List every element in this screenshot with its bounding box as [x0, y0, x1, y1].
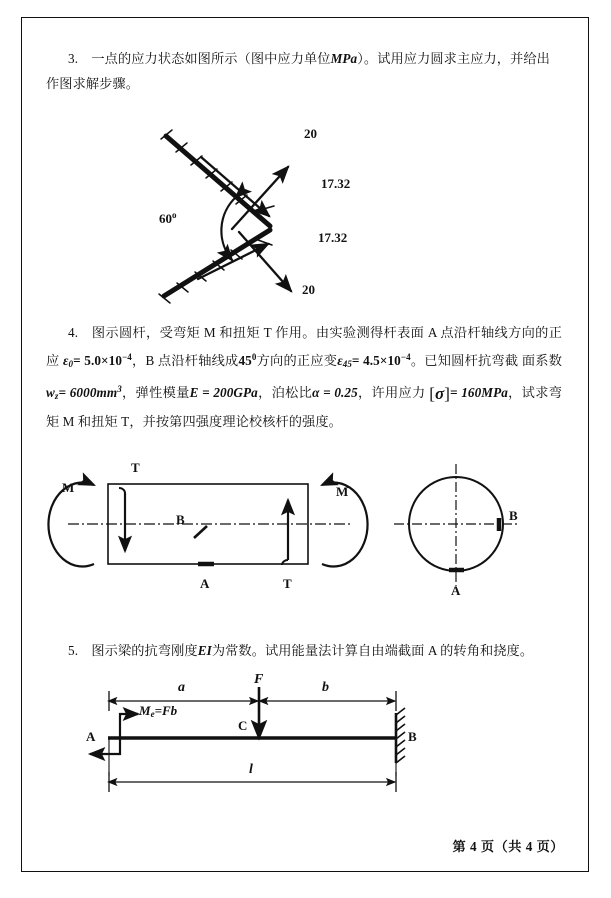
problem-3-unit-mpa: MPa — [330, 51, 358, 66]
wz-exp: 3 — [117, 384, 122, 394]
problem-3-line2: 作图求解步骤。 — [46, 76, 140, 91]
beam-node-C: C — [238, 718, 248, 733]
shaft-label-T-bottom: T — [283, 576, 292, 591]
shaft-label-T-top: T — [131, 460, 140, 475]
eps45-value — [352, 353, 411, 368]
shaft-label-point-B: B — [176, 512, 185, 527]
Me-char: M — [139, 703, 151, 718]
beam-moment-Me — [139, 703, 177, 719]
beam-dim-l: l — [249, 762, 253, 777]
eps45-sub: 45 — [342, 359, 352, 369]
problem-5-seg-a: 5. 图示梁的抗弯刚度 — [68, 643, 198, 658]
sigma-symbol: σ — [434, 384, 445, 403]
beam-svg — [46, 681, 562, 799]
stress-state-svg — [46, 114, 562, 304]
eps45-char: ε — [337, 353, 343, 368]
problem-4-seg-d-tail: ，试求弯矩 M 和扭矩 T，并按第四强度理论校核杆的强度。 — [46, 385, 562, 429]
problem-4-text — [46, 320, 562, 434]
wz-value — [59, 385, 122, 400]
problem-3-text — [46, 46, 562, 96]
problem-4-seg-b-tail: 。已知圆杆抗弯截 — [410, 353, 519, 368]
eps45-value-text: = 4.5×10 — [351, 353, 401, 368]
problem-4-seg-b-mid: ，B 点沿杆轴线成 — [131, 353, 239, 368]
wz-value-text: = 6000mm — [58, 385, 118, 400]
section-label-A: A — [451, 583, 461, 598]
problem-5-text — [46, 638, 562, 663]
wz-sub: z — [54, 391, 59, 401]
problem-4-seg-c-mid: ，弹性模量 — [121, 385, 190, 400]
problem-3-line1-b: ）。试用应力圆求主应力，并给出 — [357, 51, 550, 66]
angle-degree-sup: o — [172, 210, 177, 220]
shaft-label-M-right: M — [336, 484, 349, 499]
figure-shaft-bending-torsion — [46, 452, 562, 622]
allowable-stress-bracket: [σ] — [429, 384, 450, 403]
shaft-label-M-left: M — [62, 480, 75, 495]
angle-value: 60 — [159, 211, 172, 226]
poisson-ratio: α = 0.25 — [312, 385, 358, 400]
problem-4-seg-c-mid2: ，泊松比 — [257, 385, 313, 400]
page-frame — [21, 17, 589, 872]
beam-force-F: F — [254, 672, 264, 687]
page-footer: 第 4 页（共 4 页） — [452, 839, 564, 854]
beam-node-A: A — [86, 729, 96, 744]
problem-4-seg-b-mid2: 方向的正应变 — [256, 353, 338, 368]
flexural-rigidity-EI: EI — [197, 643, 212, 658]
eps0-sub: 0 — [68, 359, 74, 369]
stress-label-top-shear: 17.32 — [321, 176, 351, 191]
eps0-symbol — [63, 353, 73, 368]
page-content — [46, 46, 562, 799]
wz-char: w — [46, 385, 55, 400]
stress-label-top-normal: 20 — [304, 126, 317, 141]
stress-label-bottom-shear: 17.32 — [318, 230, 348, 245]
allowable-stress-value: = 160MPa — [449, 385, 508, 400]
shaft-label-point-A: A — [200, 576, 210, 591]
problem-4-seg-c-tail: ，许用应力 — [357, 385, 426, 400]
stress-label-bottom-normal: 20 — [302, 282, 315, 297]
stress-label-angle — [159, 210, 177, 227]
eps45-symbol — [337, 353, 352, 368]
figure-stress-state — [46, 114, 562, 304]
beam-dim-b: b — [322, 680, 329, 695]
eps0-value — [73, 353, 132, 368]
angle-45-value: 45 — [238, 353, 252, 368]
Me-sub: e — [150, 709, 155, 719]
eps0-char: ε — [62, 353, 69, 368]
angle-45-sup: 0 — [251, 352, 257, 362]
shaft-svg — [46, 452, 562, 622]
angle-45 — [238, 353, 256, 368]
wz-symbol — [46, 385, 59, 400]
youngs-modulus: E = 200GPa — [189, 385, 258, 400]
problem-4-seg-a: 4. 图示圆杆，受弯矩 M 和扭矩 T 作用。由实验测得杆表面 A 点沿杆轴线方向的正应 — [46, 325, 562, 368]
eps0-exp: −4 — [122, 352, 132, 362]
problem-5-seg-b: 为常数。试用能量法计算自由端截面 A 的转角和挠度。 — [211, 643, 534, 658]
figure-cantilever-beam — [46, 672, 562, 799]
Me-value: =Fb — [154, 703, 178, 718]
problem-4-seg-c-pre: 面系数 — [521, 353, 562, 368]
beam-dim-a: a — [178, 680, 185, 695]
section-label-B: B — [509, 508, 518, 523]
problem-3-line1-a: 3. 一点的应力状态如图所示（图中应力单位 — [68, 51, 331, 66]
beam-node-B: B — [408, 729, 417, 744]
eps45-exp: −4 — [400, 352, 411, 362]
eps0-value-text: = 5.0×10 — [73, 353, 123, 368]
